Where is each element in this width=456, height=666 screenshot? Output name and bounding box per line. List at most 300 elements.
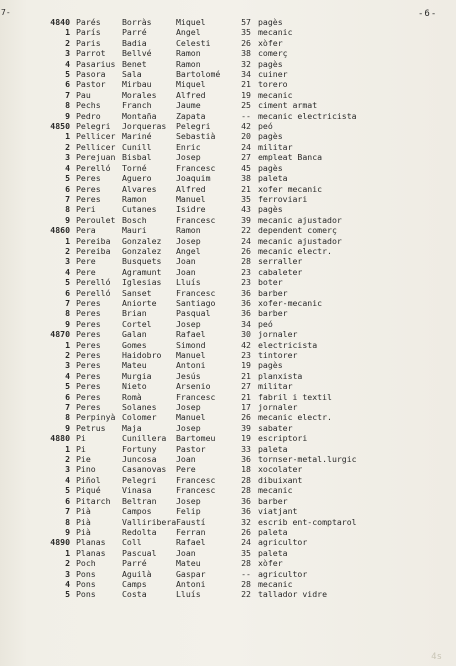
second-surname: Gonzalez [122, 235, 162, 246]
given-name: Sebastià [176, 131, 216, 142]
entry-number: 4 [65, 578, 70, 589]
second-surname: Benet [122, 58, 147, 69]
second-surname: Beltran [122, 495, 157, 506]
given-name: Faustí [176, 516, 206, 527]
occupation: viatjant [258, 506, 298, 517]
age: 38 [241, 48, 251, 59]
first-surname: Pino [76, 464, 96, 475]
second-surname: Vinasa [122, 485, 152, 496]
first-surname: Piqué [76, 485, 101, 496]
register-row [42, 496, 454, 506]
second-surname: Parré [122, 27, 147, 38]
age: 24 [241, 537, 251, 548]
second-surname: Sala [122, 69, 142, 80]
first-surname: Pereiba [76, 235, 111, 246]
first-surname: Pi [76, 433, 86, 444]
register-row [42, 225, 454, 235]
first-surname: Pera [76, 225, 96, 236]
occupation: paleta [258, 526, 288, 537]
first-surname: Peres [76, 297, 101, 308]
occupation: pagès [258, 360, 283, 371]
page-number: -6- [418, 9, 438, 19]
occupation: militar [258, 381, 293, 392]
occupation: pagès [258, 58, 283, 69]
register-row [42, 131, 454, 141]
entry-number: 6 [65, 495, 70, 506]
entry-number: 9 [65, 318, 70, 329]
second-surname: Badia [122, 37, 147, 48]
register-row [42, 90, 454, 100]
entry-number: 2 [65, 141, 70, 152]
given-name: Zapata [176, 110, 206, 121]
register-row [42, 433, 454, 443]
register-row [42, 527, 454, 537]
age: 23 [241, 277, 251, 288]
first-surname: Pedro [76, 110, 101, 121]
entry-number: 9 [65, 422, 70, 433]
occupation: planxista [258, 370, 303, 381]
age: 21 [241, 391, 251, 402]
first-surname: Peres [76, 329, 101, 340]
register-row [42, 288, 454, 298]
entry-number: 8 [65, 412, 70, 423]
occupation: xòfer [258, 558, 283, 569]
age: 33 [241, 443, 251, 454]
register-row [42, 142, 454, 152]
age: 28 [241, 474, 251, 485]
register-row [42, 277, 454, 287]
occupation: tallador vidre [258, 589, 328, 600]
entry-number: 7 [65, 506, 70, 517]
first-surname: Pellicer [76, 141, 116, 152]
given-name: Enric [176, 141, 201, 152]
first-surname: Perelló [76, 277, 111, 288]
occupation: mecanic [258, 485, 293, 496]
given-name: Mateu [176, 558, 201, 569]
age: 32 [241, 516, 251, 527]
register-row [42, 59, 454, 69]
occupation: barber [258, 308, 288, 319]
age: 22 [241, 225, 251, 236]
age: 26 [241, 526, 251, 537]
age: 28 [241, 485, 251, 496]
register-row [42, 392, 454, 402]
second-surname: Casanovas [122, 464, 167, 475]
second-surname: Bellvé [122, 48, 152, 59]
second-surname: Aguero [122, 173, 152, 184]
entry-number: 8 [65, 204, 70, 215]
second-surname: Ramon [122, 193, 147, 204]
age: 19 [241, 433, 251, 444]
occupation: mecanic ajustador [258, 214, 342, 225]
given-name: Miquel [176, 17, 206, 27]
entry-number: 5 [65, 173, 70, 184]
occupation: dibuixant [258, 474, 303, 485]
second-surname: Cunillera [122, 433, 167, 444]
given-name: Francesc [176, 162, 216, 173]
register-row [42, 360, 454, 370]
second-surname: Valliribera [122, 516, 176, 527]
second-surname: Bosch [122, 214, 147, 225]
first-surname: Peres [76, 391, 101, 402]
first-surname: Peri [76, 204, 96, 215]
occupation: electricista [258, 339, 318, 350]
first-surname: Perejuan [76, 152, 116, 163]
age: 35 [241, 27, 251, 38]
first-surname: Peres [76, 381, 101, 392]
given-name: Lluís [176, 589, 201, 600]
entry-number: 3 [65, 464, 70, 475]
occupation: paleta [258, 443, 288, 454]
given-name: Manuel [176, 350, 206, 360]
given-name: Joan [176, 256, 196, 267]
first-surname: Pons [76, 589, 96, 600]
given-name: Miquel [176, 79, 206, 90]
age: 42 [241, 339, 251, 350]
second-surname: Juncosa [122, 454, 157, 465]
age: -- [241, 110, 251, 121]
given-name: Pere [176, 464, 196, 475]
occupation: peó [258, 318, 273, 329]
given-name: Lluís [176, 277, 201, 288]
first-surname: Peres [76, 339, 101, 350]
second-surname: Morales [122, 89, 157, 100]
second-surname: Mateu [122, 360, 147, 371]
age: 23 [241, 266, 251, 277]
first-surname: Pià [76, 516, 91, 527]
register-row [42, 173, 454, 183]
occupation: barber [258, 495, 288, 506]
second-surname: Solanes [122, 402, 157, 413]
given-name: Angel [176, 27, 201, 38]
register-row [42, 308, 454, 318]
age: 21 [241, 79, 251, 90]
entry-number: 1 [65, 27, 70, 38]
age: 20 [241, 131, 251, 142]
age: 36 [241, 308, 251, 319]
occupation: cabaleter [258, 266, 303, 277]
entry-number: 7 [65, 402, 70, 413]
first-surname: Peres [76, 173, 101, 184]
first-surname: Peres [76, 370, 101, 381]
age: 24 [241, 235, 251, 246]
first-surname: Pi [76, 443, 86, 454]
second-surname: Montaña [122, 110, 157, 121]
register-row [42, 298, 454, 308]
second-surname: Cortel [122, 318, 152, 329]
second-surname: Torné [122, 162, 147, 173]
occupation: serraller [258, 256, 303, 267]
age: 57 [241, 17, 251, 27]
age: 28 [241, 558, 251, 569]
given-name: Ferran [176, 526, 206, 537]
entry-number: 4850 [50, 121, 70, 132]
second-surname: Busquets [122, 256, 162, 267]
given-name: Josep [176, 152, 201, 163]
register-row [42, 548, 454, 558]
given-name: Ramon [176, 225, 201, 236]
entry-number: 8 [65, 308, 70, 319]
entry-number: 4 [65, 370, 70, 381]
age: 19 [241, 89, 251, 100]
occupation: paleta [258, 547, 288, 558]
first-surname: Pitarch [76, 495, 111, 506]
occupation: escriptori [258, 433, 308, 444]
occupation: empleat Banca [258, 152, 323, 163]
occupation: dependent comerç [258, 225, 337, 236]
register-row [42, 79, 454, 89]
second-surname: Pelegri [122, 474, 157, 485]
given-name: Gaspar [176, 568, 206, 579]
second-surname: Costa [122, 589, 147, 600]
first-surname: Pasarius [76, 58, 116, 69]
register-row [42, 184, 454, 194]
occupation: mecanic ajustador [258, 235, 342, 246]
first-surname: Piñol [76, 474, 101, 485]
second-surname: Redolta [122, 526, 157, 537]
first-surname: Peres [76, 183, 101, 194]
occupation: comerç [258, 48, 288, 59]
occupation: mecanic [258, 89, 293, 100]
register-row [42, 558, 454, 568]
entry-number: 2 [65, 350, 70, 360]
second-surname: Campos [122, 506, 152, 517]
register-row [42, 48, 454, 58]
second-surname: Coll [122, 537, 142, 548]
occupation: pagès [258, 162, 283, 173]
register-row [42, 152, 454, 162]
margin-smudge: 4s [431, 652, 442, 662]
age: 36 [241, 454, 251, 465]
given-name: Celesti [176, 37, 211, 48]
first-surname: Pie [76, 454, 91, 465]
given-name: Arsenio [176, 381, 211, 392]
entry-number: 3 [65, 48, 70, 59]
given-name: Francesc [176, 391, 216, 402]
given-name: Pelegri [176, 121, 211, 132]
first-surname: Parrot [76, 48, 106, 59]
age: 23 [241, 350, 251, 360]
occupation: agricultor [258, 537, 308, 548]
first-surname: Pasora [76, 69, 106, 80]
first-surname: Peres [76, 402, 101, 413]
age: 28 [241, 578, 251, 589]
occupation: mecanic [258, 27, 293, 38]
first-surname: Pastor [76, 79, 106, 90]
age: 42 [241, 121, 251, 132]
occupation: jornaler [258, 402, 298, 413]
given-name: Joan [176, 547, 196, 558]
first-surname: París [76, 27, 101, 38]
register-row [42, 215, 454, 225]
second-surname: Aniorte [122, 297, 157, 308]
register-row [42, 204, 454, 214]
register-row [42, 402, 454, 412]
second-surname: Franch [122, 100, 152, 111]
second-surname: Bisbal [122, 152, 152, 163]
register-row [42, 537, 454, 547]
second-surname: Gonzalez [122, 245, 162, 256]
given-name: Alfred [176, 183, 206, 194]
register-row [42, 350, 454, 360]
entry-number: 4 [65, 266, 70, 277]
age: 26 [241, 245, 251, 256]
register-row [42, 267, 454, 277]
given-name: Francesc [176, 214, 216, 225]
age: 39 [241, 214, 251, 225]
given-name: Jaume [176, 100, 201, 111]
entry-number: 1 [65, 547, 70, 558]
register-row [42, 412, 454, 422]
register-row [42, 163, 454, 173]
register-row [42, 569, 454, 579]
register-row [42, 579, 454, 589]
given-name: Antoni [176, 578, 206, 589]
entry-number: 3 [65, 256, 70, 267]
occupation: mecanic electr. [258, 412, 332, 423]
occupation: xòfer [258, 37, 283, 48]
first-surname: Pere [76, 256, 96, 267]
second-surname: Maja [122, 422, 142, 433]
occupation: pagès [258, 204, 283, 215]
occupation: xofer mecanic [258, 183, 323, 194]
first-surname: Pechs [76, 100, 101, 111]
occupation: paleta [258, 173, 288, 184]
second-surname: Sanset [122, 287, 152, 298]
entry-number: 4880 [50, 433, 70, 444]
given-name: Josep [176, 235, 201, 246]
occupation: pagès [258, 17, 283, 27]
age: 24 [241, 141, 251, 152]
given-name: Antoni [176, 360, 206, 371]
first-surname: Pereiba [76, 245, 111, 256]
entry-number: 2 [65, 37, 70, 48]
second-surname: Colomer [122, 412, 157, 423]
given-name: Angel [176, 245, 201, 256]
given-name: Bartomeu [176, 433, 216, 444]
second-surname: Fortuny [122, 443, 157, 454]
second-surname: Cutanes [122, 204, 157, 215]
entry-number: 6 [65, 79, 70, 90]
occupation: xofer-mecanic [258, 297, 323, 308]
second-surname: Haidobro [122, 350, 162, 360]
given-name: Santiago [176, 297, 216, 308]
first-surname: Peres [76, 360, 101, 371]
register-row [42, 246, 454, 256]
entry-number: 4870 [50, 329, 70, 340]
entry-number: 4840 [50, 17, 70, 27]
first-surname: Perelló [76, 162, 111, 173]
entry-number: 9 [65, 214, 70, 225]
second-surname: Romà [122, 391, 142, 402]
age: 38 [241, 173, 251, 184]
age: 17 [241, 402, 251, 413]
given-name: Joaquim [176, 173, 211, 184]
age: 26 [241, 37, 251, 48]
given-name: Rafael [176, 329, 206, 340]
age: 35 [241, 193, 251, 204]
entry-number: 3 [65, 568, 70, 579]
second-surname: Iglesias [122, 277, 162, 288]
second-surname: Camps [122, 578, 147, 589]
entry-number: 9 [65, 526, 70, 537]
first-surname: Pons [76, 568, 96, 579]
given-name: Bartolomé [176, 69, 221, 80]
register-row [42, 454, 454, 464]
register-row [42, 423, 454, 433]
occupation: fabril i textil [258, 391, 332, 402]
second-surname: Mirbau [122, 79, 152, 90]
entry-number: 6 [65, 183, 70, 194]
second-surname: Mauri [122, 225, 147, 236]
given-name: Alfred [176, 89, 206, 100]
occupation: militar [258, 141, 293, 152]
occupation: peó [258, 121, 273, 132]
age: 27 [241, 152, 251, 163]
second-surname: Alvares [122, 183, 157, 194]
second-surname: Aguilà [122, 568, 152, 579]
occupation: jornaler [258, 329, 298, 340]
first-surname: Perelló [76, 287, 111, 298]
given-name: Manuel [176, 412, 206, 423]
occupation: agricultor [258, 568, 308, 579]
age: 36 [241, 287, 251, 298]
second-surname: Mariné [122, 131, 152, 142]
second-surname: Galan [122, 329, 147, 340]
age: 36 [241, 297, 251, 308]
given-name: Pastor [176, 443, 206, 454]
given-name: Francesc [176, 474, 216, 485]
entry-number: 5 [65, 381, 70, 392]
occupation: cuiner [258, 69, 288, 80]
entry-number: 2 [65, 558, 70, 569]
occupation: mecanic [258, 578, 293, 589]
register-row [42, 38, 454, 48]
entry-number: 6 [65, 391, 70, 402]
first-surname: Peres [76, 350, 101, 360]
first-surname: Planas [76, 537, 106, 548]
age: 28 [241, 256, 251, 267]
second-surname: Parré [122, 558, 147, 569]
given-name: Joan [176, 454, 196, 465]
first-surname: Pelegri [76, 121, 111, 132]
second-surname: Nieto [122, 381, 147, 392]
register-row [42, 517, 454, 527]
occupation: tornser-metal.lurgic [258, 454, 357, 465]
register-row [42, 236, 454, 246]
entry-number: 8 [65, 100, 70, 111]
entry-number: 4860 [50, 225, 70, 236]
corner-mark: 7- [1, 8, 11, 17]
first-surname: Peroulet [76, 214, 116, 225]
given-name: Joan [176, 266, 196, 277]
first-surname: Peres [76, 308, 101, 319]
occupation: mecanic electr. [258, 245, 332, 256]
age: -- [241, 568, 251, 579]
age: 43 [241, 204, 251, 215]
given-name: Jesús [176, 370, 201, 381]
entry-number: 4 [65, 474, 70, 485]
entry-number: 1 [65, 131, 70, 142]
first-surname: Planas [76, 547, 106, 558]
first-surname: Perpinyà [76, 412, 116, 423]
first-surname: Petrus [76, 422, 106, 433]
second-surname: Agramunt [122, 266, 162, 277]
age: 25 [241, 100, 251, 111]
age: 21 [241, 370, 251, 381]
occupation: ciment armat [258, 100, 318, 111]
given-name: Simond [176, 339, 206, 350]
